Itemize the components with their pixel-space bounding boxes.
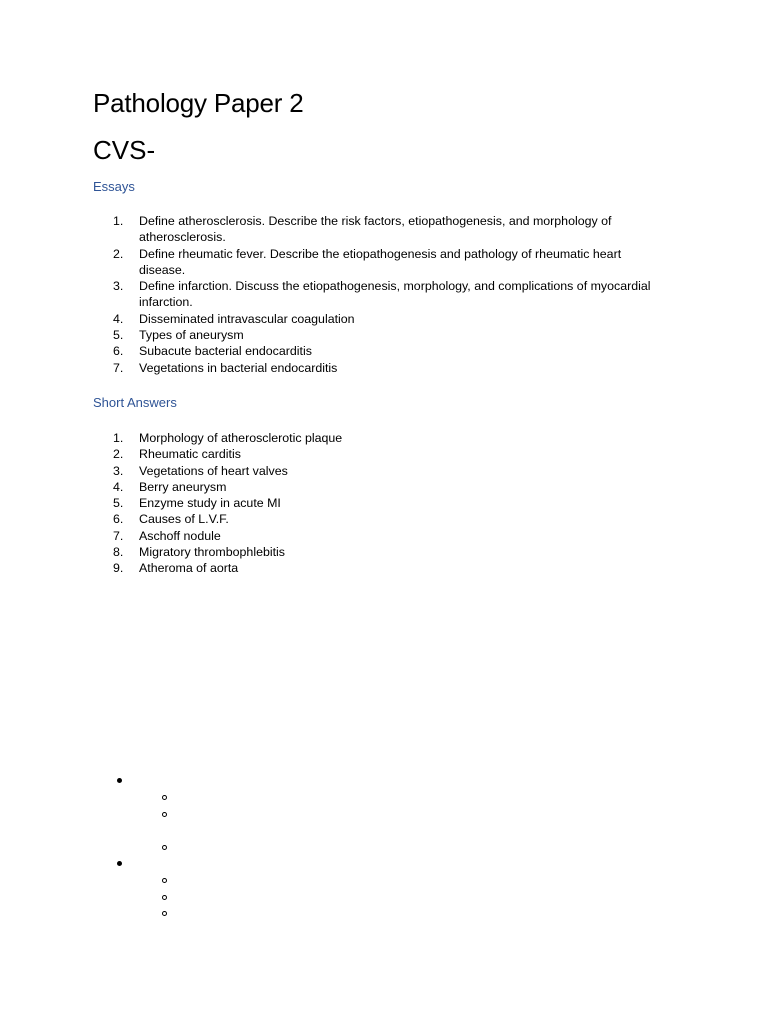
list-item-number: 7. xyxy=(113,360,124,375)
list-item-number: 9. xyxy=(113,561,124,576)
empty-bullet-marker xyxy=(117,778,122,783)
document-title: Pathology Paper 2 xyxy=(93,88,304,118)
list-item-text: Subacute bacterial endocarditis xyxy=(139,344,312,359)
list-item-number: 5. xyxy=(113,496,124,511)
list-item-number: 8. xyxy=(113,545,124,560)
list-item-text: Rheumatic carditis xyxy=(139,447,241,462)
list-item-number: 3. xyxy=(113,279,124,294)
list-item-text: Causes of L.V.F. xyxy=(139,512,229,527)
empty-sub-bullet-marker xyxy=(162,911,167,916)
section-heading-essays: Essays xyxy=(93,179,135,194)
list-item-number: 6. xyxy=(113,512,124,527)
list-item-text: Define atherosclerosis. Describe the risk factors, etiopathogenesis, and morphology of atherosclerosis. xyxy=(139,214,612,245)
list-item-number: 3. xyxy=(113,463,124,478)
empty-sub-bullet-marker xyxy=(162,812,167,817)
section-heading-short-answers: Short Answers xyxy=(93,395,177,410)
empty-sub-bullet-marker xyxy=(162,845,167,850)
list-item-number: 4. xyxy=(113,311,124,326)
list-item-text: Vegetations in bacterial endocarditis xyxy=(139,360,338,375)
list-item-text: Vegetations of heart valves xyxy=(139,463,288,478)
list-item-text: Define rheumatic fever. Describe the etiopathogenesis and pathology of rheumatic heart disease. xyxy=(139,246,622,277)
list-item-text: Morphology of atherosclerotic plaque xyxy=(139,431,343,445)
list-item-text: Berry aneurysm xyxy=(139,479,227,494)
list-item-number: 7. xyxy=(113,528,124,543)
empty-sub-bullet-marker xyxy=(162,795,167,800)
document-subtitle: CVS- xyxy=(93,135,156,165)
list-item-text: Types of aneurysm xyxy=(139,328,244,343)
list-item-number: 1. xyxy=(113,214,124,228)
list-item-text: Atheroma of aorta xyxy=(139,561,239,576)
list-item-text: Enzyme study in acute MI xyxy=(139,496,281,511)
list-item-text: Migratory thrombophlebitis xyxy=(139,545,285,560)
list-item-text: Define infarction. Discuss the etiopathogenesis, morphology, and complications of myocardial infarction. xyxy=(139,279,651,310)
list-item-number: 4. xyxy=(113,479,124,494)
list-item-number: 1. xyxy=(113,431,124,445)
empty-bullet-marker xyxy=(117,861,122,866)
empty-sub-bullet-marker xyxy=(162,895,167,900)
list-item-number: 6. xyxy=(113,344,124,359)
empty-sub-bullet-marker xyxy=(162,878,167,883)
list-item-number: 5. xyxy=(113,328,124,343)
list-item-number: 2. xyxy=(113,246,124,261)
list-item-number: 2. xyxy=(113,447,124,462)
list-item-text: Aschoff nodule xyxy=(139,528,221,543)
list-item-text: Disseminated intravascular coagulation xyxy=(139,311,355,326)
